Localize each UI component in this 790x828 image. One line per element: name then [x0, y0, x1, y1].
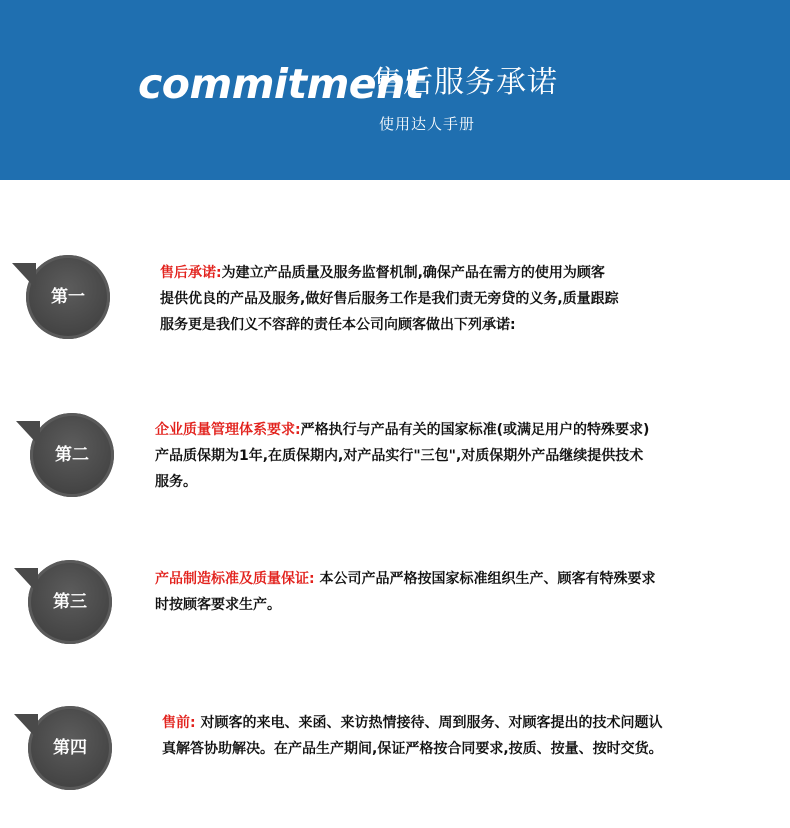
page-subtitle: 使用达人手册	[379, 115, 476, 133]
item-line: 服务更是我们义不容辞的责任本公司向顾客做出下列承诺:	[160, 317, 516, 333]
page-title: 售后服务承诺	[372, 65, 558, 100]
item-line: 时按顾客要求生产。	[155, 597, 281, 613]
brand-wordmark: commitment	[138, 60, 424, 108]
item-line: 本公司产品严格按国家标准组织生产、顾客有特殊要求	[314, 571, 656, 587]
item-line: 为建立产品质量及服务监督机制,确保产品在需方的使用为顾客	[221, 265, 605, 281]
commitment-item-4	[162, 710, 663, 762]
badge-label: 第四	[53, 738, 87, 758]
badge-label: 第三	[53, 592, 87, 612]
item-heading: 售前:	[162, 715, 196, 731]
item-line: 真解答协助解决。在产品生产期间,保证严格按合同要求,按质、按量、按时交货。	[162, 741, 663, 757]
commitment-item-1	[160, 260, 619, 338]
item-heading: 售后承诺:	[160, 265, 222, 281]
badge-item-1	[26, 255, 110, 339]
item-line: 对顾客的来电、来函、来访热情接待、周到服务、对顾客提出的技术问题认	[195, 715, 663, 731]
item-line: 产品质保期为1年,在质保期内,对产品实行"三包",对质保期外产品继续提供技术	[155, 448, 644, 464]
badge-item-3	[28, 560, 112, 644]
item-line: 严格执行与产品有关的国家标准(或满足用户的特殊要求)	[300, 422, 650, 438]
item-heading: 产品制造标准及质量保证:	[155, 571, 315, 587]
item-line: 服务。	[155, 474, 197, 490]
badge-label: 第一	[51, 287, 85, 307]
header-banner	[0, 0, 790, 180]
item-line: 提供优良的产品及服务,做好售后服务工作是我们责无旁贷的义务,质量跟踪	[160, 291, 619, 307]
commitment-item-2	[155, 417, 649, 495]
item-heading: 企业质量管理体系要求:	[155, 422, 301, 438]
commitment-item-3	[155, 566, 655, 618]
badge-item-2	[30, 413, 114, 497]
badge-item-4	[28, 706, 112, 790]
badge-label: 第二	[55, 445, 89, 465]
